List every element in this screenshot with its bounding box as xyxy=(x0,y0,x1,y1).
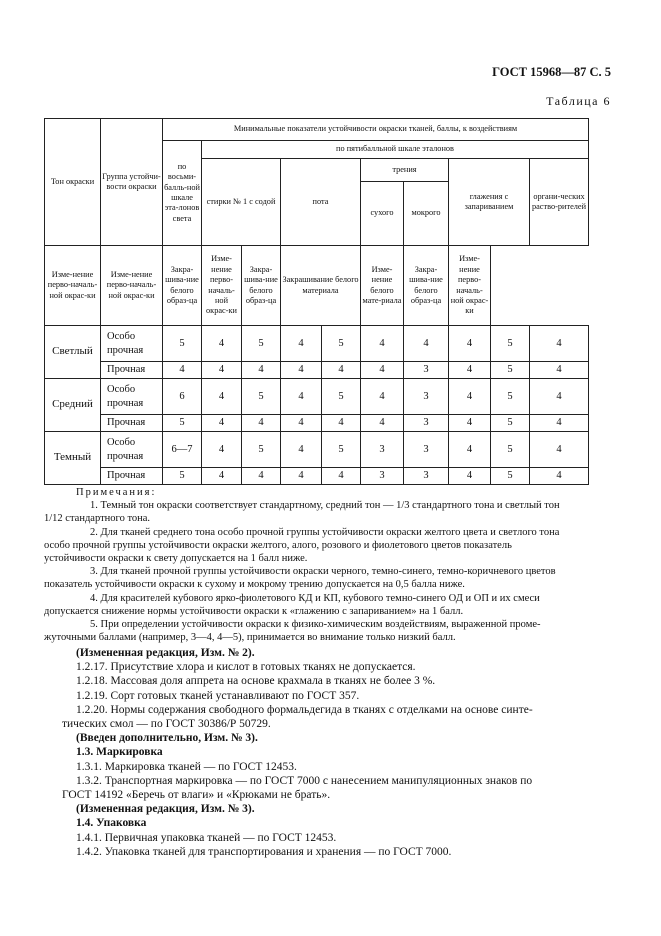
value-cell: 4 xyxy=(281,326,322,362)
value-cell: 5 xyxy=(163,415,202,432)
page-header-standard: ГОСТ 15968—87 С. 5 xyxy=(492,65,611,79)
wet-header: мокрого xyxy=(404,182,449,246)
value-cell: 4 xyxy=(242,362,281,379)
value-cell: 4 xyxy=(281,432,322,468)
washing-change-header: Изме-нение перво-началь-ной окрас-ки xyxy=(101,246,163,326)
value-cell: 5 xyxy=(163,468,202,485)
five-scale-header: по пятибалльной шкале эталонов xyxy=(202,141,589,159)
value-cell: 4 xyxy=(449,415,491,432)
amend-note-3: (Измененная редакция, Изм. № 3). xyxy=(76,803,255,816)
table-row xyxy=(45,432,589,468)
value-cell: 4 xyxy=(530,362,589,379)
value-cell: 4 xyxy=(361,326,404,362)
notes-title: Примечания: xyxy=(76,487,157,498)
value-cell: 4 xyxy=(281,468,322,485)
sweat-header: пота xyxy=(281,159,361,246)
ironing-header: глажения с запариванием xyxy=(449,159,530,246)
table-row xyxy=(45,379,589,415)
note-3: 3. Для тканей прочной группы устойчивости окраски черного, темно-синего, темно-коричневого цветов xyxy=(90,566,556,578)
value-cell: 5 xyxy=(242,379,281,415)
blue-change-header: Изме-нение перво-началь-ной окрас-ки xyxy=(45,246,101,326)
clause-1-4-1: 1.4.1. Первичная упаковка тканей — по ГОСТ 12453. xyxy=(76,831,337,844)
value-cell: 4 xyxy=(361,415,404,432)
value-cell: 5 xyxy=(491,362,530,379)
value-cell: 4 xyxy=(242,468,281,485)
group-cell: Прочная xyxy=(101,468,163,485)
sweat-change-header: Изме-нение перво-началь-ной окрас-ки xyxy=(202,246,242,326)
value-cell: 3 xyxy=(361,432,404,468)
tone-cell: Средний xyxy=(45,379,101,432)
value-cell: 4 xyxy=(242,415,281,432)
table-caption: Таблица 6 xyxy=(546,94,611,108)
value-cell: 4 xyxy=(281,362,322,379)
value-cell: 4 xyxy=(202,379,242,415)
washing-stain-header: Закра-шива-ние белого образ-ца xyxy=(163,246,202,326)
value-cell: 4 xyxy=(281,379,322,415)
friction-stain-header: Закрашивание белого материала xyxy=(281,246,361,326)
value-cell: 6 xyxy=(163,379,202,415)
table-row xyxy=(45,362,589,379)
value-cell: 4 xyxy=(449,326,491,362)
note-4: 4. Для красителей кубового ярко-фиолетового КД и КП, кубового темно-синего ОД и ОП и их смеси xyxy=(90,592,540,604)
group-cell: Особо прочная xyxy=(101,379,163,415)
value-cell: 5 xyxy=(163,326,202,362)
note-2: 2. Для тканей среднего тона особо прочной группы устойчивости окраски желтого цвета и светлого тона xyxy=(90,526,560,538)
value-cell: 5 xyxy=(322,432,361,468)
table-row xyxy=(45,415,589,432)
solvents-change-header: Изме-нение перво-началь-ной окрас-ки xyxy=(449,246,491,326)
sweat-stain-header: Закра-шива-ние белого образ-ца xyxy=(242,246,281,326)
note-1: 1. Темный тон окраски соответствует стандартному, средний тон — 1/3 стандартного тона и светлый тон xyxy=(90,500,560,512)
value-cell: 4 xyxy=(361,362,404,379)
value-cell: 4 xyxy=(449,432,491,468)
group-cell: Прочная xyxy=(101,415,163,432)
clause-1-3-2-cont: ГОСТ 14192 «Беречь от влаги» и «Крюками не брать». xyxy=(62,789,331,802)
value-cell: 4 xyxy=(449,468,491,485)
note-3-cont: показатель устойчивости окраски к сухому и мокрому трению допускается на 0,5 балла ниже. xyxy=(44,579,465,591)
value-cell: 4 xyxy=(202,415,242,432)
clause-1-3-2: 1.3.2. Транспортная маркировка — по ГОСТ 7000 с нанесением манипуляционных знаков по xyxy=(76,774,533,787)
value-cell: 4 xyxy=(202,362,242,379)
value-cell: 5 xyxy=(491,432,530,468)
ironing-change-header: Изме-нение белого мате-риала xyxy=(361,246,404,326)
table-row xyxy=(45,326,589,362)
value-cell: 4 xyxy=(322,415,361,432)
value-cell: 4 xyxy=(449,379,491,415)
table-6 xyxy=(44,118,588,482)
note-2-cont: особо прочной группы устойчивости окраски желтого, алого, розового и фиолетового цветов показатель xyxy=(44,539,512,551)
section-1-4-title: 1.4. Упаковка xyxy=(76,817,147,830)
group-cell: Особо прочная xyxy=(101,432,163,468)
value-cell: 4 xyxy=(530,379,589,415)
section-1-3-title: 1.3. Маркировка xyxy=(76,746,163,759)
value-cell: 4 xyxy=(449,362,491,379)
value-cell: 4 xyxy=(281,415,322,432)
note-5: 5. При определении устойчивости окраски к физико-химическим воздействиям, выраженной проме- xyxy=(90,619,541,631)
value-cell: 5 xyxy=(242,432,281,468)
clause-1-2-19: 1.2.19. Сорт готовых тканей устанавливают по ГОСТ 357. xyxy=(76,689,360,702)
value-cell: 4 xyxy=(322,362,361,379)
value-cell: 3 xyxy=(404,468,449,485)
value-cell: 4 xyxy=(530,432,589,468)
col-tone-header: Тон окраски xyxy=(45,119,101,246)
tone-cell: Светлый xyxy=(45,326,101,379)
clause-1-2-20-cont: тических смол — по ГОСТ 30386/Р 50729. xyxy=(62,718,271,731)
value-cell: 4 xyxy=(202,326,242,362)
amend-note-2: (Введен дополнительно, Изм. № 3). xyxy=(76,732,258,745)
dry-header: сухого xyxy=(361,182,404,246)
value-cell: 3 xyxy=(404,432,449,468)
note-2-cont2: устойчивости окраски к свету допускается на 1 балл ниже. xyxy=(44,553,308,565)
amend-note-1: (Измененная редакция, Изм. № 2). xyxy=(76,647,255,659)
value-cell: 4 xyxy=(530,326,589,362)
note-1-cont: 1/12 стандартного тона. xyxy=(44,513,151,525)
value-cell: 5 xyxy=(491,326,530,362)
col-group-header: Группа устойчи-вости окраски xyxy=(101,119,163,246)
value-cell: 5 xyxy=(491,379,530,415)
value-cell: 5 xyxy=(242,326,281,362)
value-cell: 4 xyxy=(163,362,202,379)
value-cell: 3 xyxy=(361,468,404,485)
clause-1-2-18: 1.2.18. Массовая доля аппрета на основе крахмала в тканях не более 3 %. xyxy=(76,675,436,688)
washing-header: стирки № 1 с содой xyxy=(202,159,281,246)
main-header: Минимальные показатели устойчивости окраски тканей, баллы, к воздействиям xyxy=(163,119,589,141)
value-cell: 6—7 xyxy=(163,432,202,468)
group-cell: Прочная xyxy=(101,362,163,379)
tone-cell: Темный xyxy=(45,432,101,485)
body-text xyxy=(62,646,596,859)
clause-1-4-2: 1.4.2. Упаковка тканей для транспортирования и хранения — по ГОСТ 7000. xyxy=(76,845,452,858)
value-cell: 5 xyxy=(491,468,530,485)
value-cell: 5 xyxy=(322,379,361,415)
value-cell: 4 xyxy=(202,468,242,485)
blue-scale-header: по восьми-балль-ной шкале эта-лонов света xyxy=(163,141,202,246)
friction-header: трения xyxy=(361,159,449,182)
table-body xyxy=(45,326,589,485)
value-cell: 4 xyxy=(202,432,242,468)
table-row xyxy=(45,468,589,485)
clause-1-2-17: 1.2.17. Присутствие хлора и кислот в готовых тканях не допускается. xyxy=(76,661,416,674)
note-5-cont: жуточными баллами (например, 3—4, 4—5), принимается во внимание только низкий балл. xyxy=(44,632,456,644)
value-cell: 4 xyxy=(361,379,404,415)
solvents-header: органи-ческих раство-рителей xyxy=(530,159,589,246)
value-cell: 4 xyxy=(530,468,589,485)
group-cell: Особо прочная xyxy=(101,326,163,362)
ironing-stain-header: Закра-шива-ние белого образ-ца xyxy=(404,246,449,326)
value-cell: 3 xyxy=(404,415,449,432)
stability-table xyxy=(44,118,589,485)
clause-1-2-20: 1.2.20. Нормы содержания свободного формальдегида в тканях с отделками на основе синте- xyxy=(76,703,533,716)
value-cell: 4 xyxy=(530,415,589,432)
note-4-cont: допускается снижение нормы устойчивости окраски к «глажению с запариванием» на 1 балл. xyxy=(44,605,464,617)
value-cell: 5 xyxy=(491,415,530,432)
notes-section xyxy=(44,486,590,644)
value-cell: 4 xyxy=(322,468,361,485)
value-cell: 3 xyxy=(404,379,449,415)
value-cell: 3 xyxy=(404,362,449,379)
value-cell: 5 xyxy=(322,326,361,362)
clause-1-3-1: 1.3.1. Маркировка тканей — по ГОСТ 12453. xyxy=(76,760,297,773)
value-cell: 4 xyxy=(404,326,449,362)
